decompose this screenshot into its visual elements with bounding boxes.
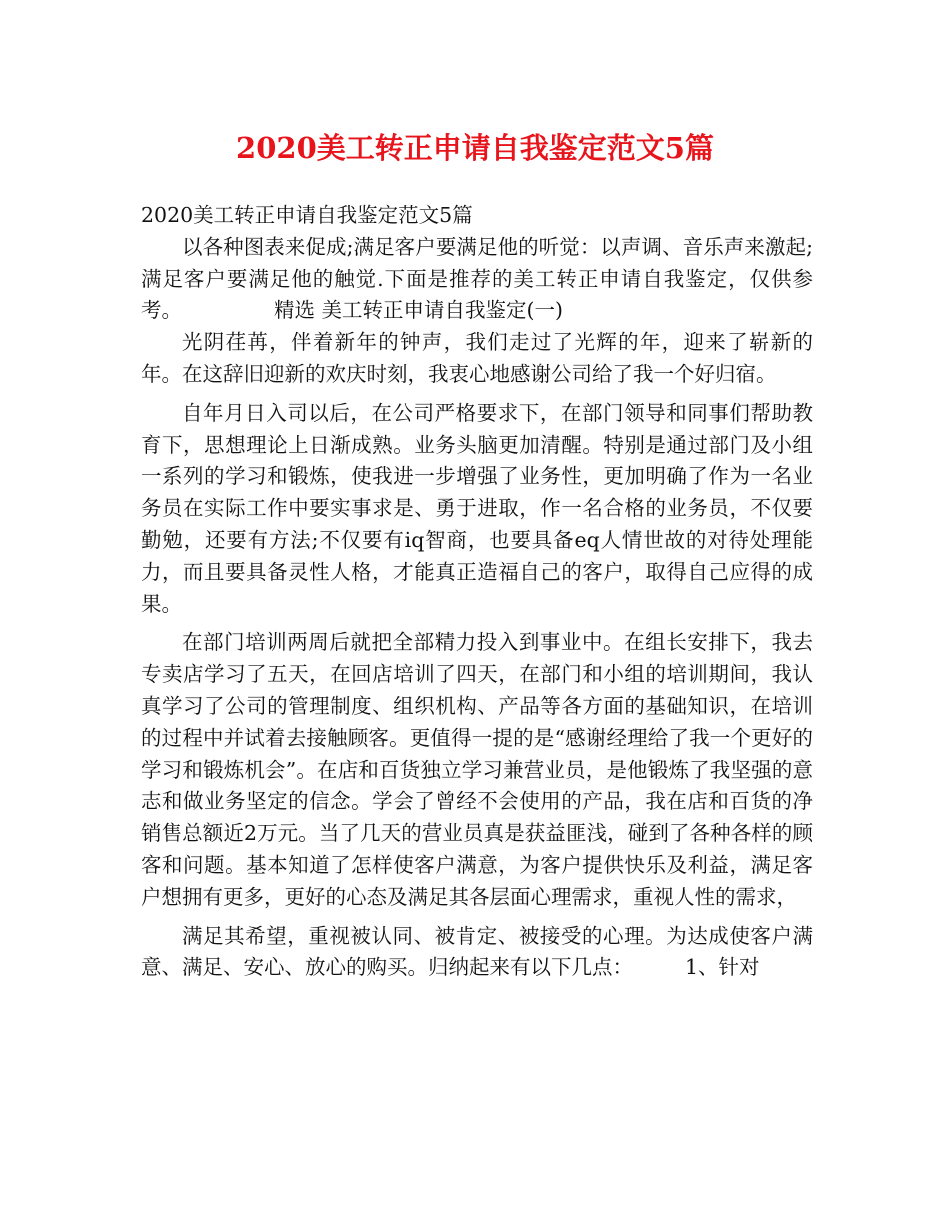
paragraph-new-year: 光阴荏苒，伴着新年的钟声，我们走过了光辉的年，迎来了崭新的年。在这辞旧迎新的欢庆时刻，我衷心地感谢公司给了我一个好归宿。 xyxy=(141,330,813,386)
section-heading-one: 精选 美工转正申请自我鉴定(一) xyxy=(274,298,564,323)
paragraph-training: 在部门培训两周后就把全部精力投入到事业中。在组长安排下，我去专卖店学习了五天，在回店培训了四天，在部门和小组的培训期间，我认真学习了公司的管理制度、组织机构、产品等各方面的基础知识，在培训的过程中并试着去接触顾客。更值得一提的是“感谢经理给了我一个更好的学习和锻炼机会”。在店和百货独立学习兼营业员，是他锻炼了我坚强的意志和做业务坚定的信念。学会了曾经不会使用的产品，我在店和百货的净销售总额近2万元。当了几天的营业员真是获益匪浅，碰到了各种各样的顾客和问题。基本知道了怎样使客户满意，为客户提供快乐及利益，满足客户想拥有更多，更好的心态及满足其各层面心理需求，重视人性的需求， xyxy=(141,630,813,909)
paragraph-subtitle: 2020美工转正申请自我鉴定范文5篇 xyxy=(141,203,473,227)
paragraph-intro-text: 以各种图表来促成;满足客户要满足他的听觉：以声调、音乐声来激起;满足客户要满足他的触觉.下面是推荐的美工转正申请自我鉴定，仅供参考。 xyxy=(141,234,813,323)
list-item-one-start: 1、针对 xyxy=(685,955,760,980)
paragraph-growth: 自年月日入司以后，在公司严格要求下，在部门领导和同事们帮助教育下，思想理论上日渐成熟。业务头脑更加清醒。特别是通过部门及小组一系列的学习和锻炼，使我进一步增强了业务性，更加明确了作为一名业务员在实际工作中要实事求是、勇于进取，作一名合格的业务员，不仅要勤勉，还要有方法;不仅要有iq智商，也要具备eq人情世故的对待处理能力，而且要具备灵性人格，才能真正造福自己的客户，取得自己应得的成果。 xyxy=(141,400,813,616)
paragraph-intro xyxy=(141,232,813,327)
paragraph-summary-text: 满足其希望，重视被认同、被肯定、被接受的心理。为达成使客户满意、满足、安心、放心的购买。归纳起来有以下几点： xyxy=(141,923,813,980)
document-title: 2020美工转正申请自我鉴定范文5篇 xyxy=(236,131,714,165)
paragraph-summary xyxy=(141,921,813,985)
document-body xyxy=(141,200,813,984)
